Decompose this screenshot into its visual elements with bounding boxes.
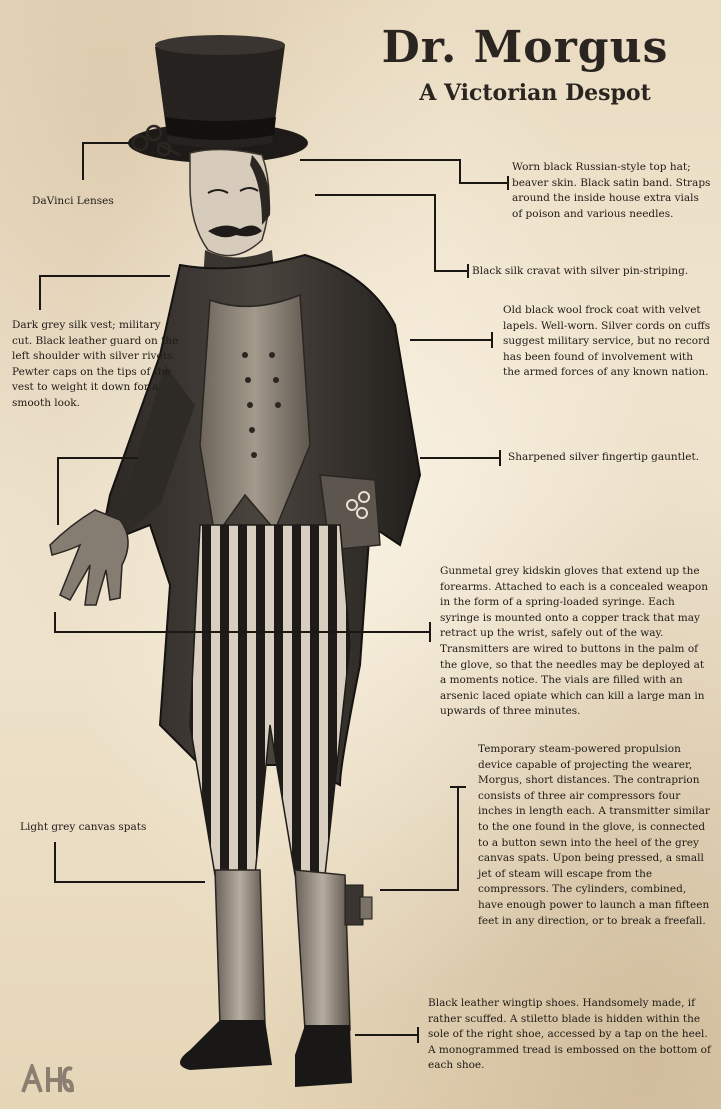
page-subtitle: A Victorian Despot xyxy=(419,80,651,106)
note-cravat: Black silk cravat with silver pin-striping. xyxy=(472,265,689,277)
note-gauntlet: Sharpened silver fingertip gauntlet. xyxy=(508,451,700,463)
note-top-hat: Worn black Russian-style top hat; beaver skin. Black satin band. Straps around the inside house extra vials of poison and various needles. xyxy=(512,161,711,220)
note-frock-coat: Old black wool frock coat with velvet lapels. Well-worn. Silver cords on cuffs suggest military service, but no record has been found of involvement with the armed forces of any known nation. xyxy=(503,304,711,379)
note-shoes: Black leather wingtip shoes. Handsomely made, if rather scuffed. A stiletto blade is hidden within the sole of the right shoe, accessed by a tap on the heel. A monogrammed tread is embossed on the bottom of each shoe. xyxy=(428,997,711,1072)
note-gloves: Gunmetal grey kidskin gloves that extend up the forearms. Attached to each is a concealed weapon in the form of a spring-loaded syringe. Each syringe is mounted onto a copper track that may retract up the wrist, safely out of the way. Transmitters are wired to buttons in the palm of the glove, so that the needles may be deployed at a moments notice. The vials are filled with an arsenic laced opiate which can kill a large man in upwards of three minutes. xyxy=(440,565,708,718)
note-vest: Dark grey silk vest; military cut. Black leather guard on the left shoulder with silver rivets. Pewter caps on the tips of the vest to weight it down for a smooth look. xyxy=(12,319,179,409)
page-title: Dr. Morgus xyxy=(381,22,669,73)
note-propulsion: Temporary steam-powered propulsion device capable of projecting the wearer, Morgus, short distances. The contraprion consists of three air compressors four inches in length each. A transmitter similar to the one found in the glove, is connected to a button sewn into the heel of the grey canvas spats. Upon being pressed, a small jet of steam will escape from the compressors. The cylinders, combined, have enough power to launch a man fifteen feet in any direction, or to break a freefall. xyxy=(478,743,710,927)
artist-signature-logo xyxy=(20,1064,74,1094)
note-davinci-lenses: DaVinci Lenses xyxy=(32,195,114,207)
note-spats: Light grey canvas spats xyxy=(20,821,147,833)
